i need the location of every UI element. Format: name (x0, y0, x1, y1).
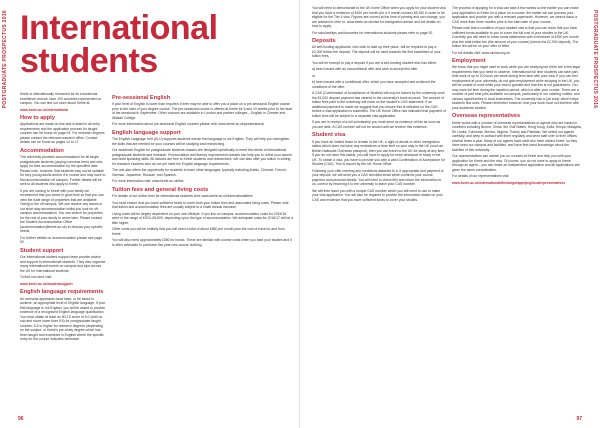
right-vertical-running-head: POSTGRADUATE PROSPECTUS 2016 (592, 10, 598, 109)
section-heading: Student support (20, 247, 64, 254)
intro-link[interactable]: www.keele.ac.uk/international (20, 107, 69, 112)
body-paragraph: Following your offer meeting any conditions attached to it, if appropriate and payment of your deposit, we will send you a CAS checklist email which confirms your course, payment and personal details. You will need to check this and return the information to us, correct by returning it to the university to leave your CAS number. (312, 168, 444, 187)
body-paragraph: or (312, 73, 316, 78)
text-section (452, 6, 582, 55)
body-paragraph: All self-funding applicants, who wish to take up their place, will be required to pay a £2,000 tuition fee deposit. The deposit will be used towards the first instalment of your tuition fees. (312, 45, 441, 59)
body-paragraph: The university provides accommodation for all single postgraduate students (paying overseas fees) and who apply for their accommodation by the specified date. Please note, however, that students may not be suitable for very young adults and/or if in course and may have to find accommodation off campus. Further details will be sent to all students who apply to Keele. (20, 155, 106, 187)
body-paragraph: For more information about pre-sessional English courses please visit: www.keele.ac.uk/presessional (112, 122, 264, 127)
page-number-left: 96 (18, 416, 24, 422)
body-paragraph: Our International student support team provide advice and support to international students. They also organise many international events on campus and trips across the UK for international students. (20, 255, 106, 273)
section-heading: Deposits (312, 38, 336, 44)
section-heading: English language support (112, 129, 181, 136)
body-paragraph: For more information visit: www.keele.ac.uk/lfac (112, 179, 184, 184)
text-section (20, 248, 106, 286)
body-paragraph: All overseas applicants must have, or be about to achieve, an appropriate level of English language. If your first language is not English, you will be asked to provide evidence of a recognised English language qualification. You must obtain at least an IELTS score of 6.0 (with no sub-test score lower than 5.5) for postgraduate taught courses; 6.5 or higher for research degrees (depending on the subject, or Keele's pre-study degree which has been taught and examined in English where the specific entry for the course indicates otherwise. (20, 296, 106, 342)
section-heading: Pre-sessional English (112, 95, 171, 101)
section-link[interactable]: www.keele.ac.uk/international/thinkingofapplying/localrepresentatives (452, 180, 566, 185)
text-section (452, 113, 582, 185)
section-heading: How to apply (20, 115, 55, 121)
body-paragraph: Applications are made on-line and is listed in all entry requirements and the application process for taught courses can be found on page 94. For research degrees please contact the relevant research office. Contact details can be found on pages 14 to 17. (20, 122, 105, 145)
body-paragraph: You will be exempt to pay a deposit if you are a self-funding student who has either: (312, 60, 438, 65)
body-paragraph: The English Language Unit (ELU) supports students whose first language is not English. They will help you strengthen the skills that are needed for your courses will be studying and researching. (112, 137, 290, 146)
left-column-1 (20, 92, 106, 344)
body-paragraph: A CAS (Confirmation of Acceptance of Studies) will only be issued by the university once the £2,000 deposit payment has cleared in the university's bank account. The amount of tuition fees paid to the university will show on the student's CAS statement. If an additional payment is made we suggest that you ensure this is reflected on the CAS before a visa application is submitted. The UK Home Office has indicated that payment of tuition fees will be subject to a separate visa application. (312, 91, 446, 118)
body-paragraph: The process of applying for a visa can take a few weeks so the earlier you can make your application to Keele for a place on a course, the earlier we can process your application and provide you with a relevant paperwork. However, we cannot issue a CAS more than three months prior to the start date of your course. (452, 6, 579, 24)
body-paragraph: Living costs will be largely dependent on your own lifestyle. If you live on campus, accommodation costs for 2015/16 were in the range of £003–£5,800, depending upon the type of accommodation. We anticipate costs for 2016/17 will be a little higher. (112, 211, 294, 225)
body-paragraph: If you are in receipt of a full scholarship you must send us evidence of this as soon as you are able. A CAS number will not be issued until we receive this evidence. (312, 120, 441, 129)
body-paragraph: To find out more visit: (20, 275, 53, 280)
body-paragraph: Keele works with a number of overseas representatives or agents who are based in countries including Brunei, China, the Gulf States, Hong Kong, India, Kenya, Malaysia, Sri Lanka, Colombia, Mexico, Nigeria, Turkey and Pakistan. We select our agents carefully, and keep in contact with them regularly and send staff over to their offices several times a year. Many of our agents have staff who have visited Keele, so they have seen our campus and facilities, and have first-hand knowledge about the facilities of this university. (452, 120, 582, 152)
section-heading: Employment (452, 58, 486, 64)
body-paragraph: For details of our representatives visit: (452, 174, 510, 179)
section-link[interactable]: www.keele.ac.uk/studentsupport (20, 281, 73, 286)
body-paragraph: The unit also offers the opportunity for students to learn other languages, typically including Arabic, Chinese, French, German, Japanese, Russian, and Spanish. (112, 168, 287, 177)
body-paragraph: For scholarships and bursaries for international students please refer to page 92. (312, 30, 434, 35)
left-vertical-running-head: POSTGRADUATE PROSPECTUS 2016 (2, 10, 8, 109)
body-paragraph: For details of our tuition fees for international students visit: www.keele.ac.uk/internationalfees (112, 194, 253, 199)
text-section (312, 38, 446, 129)
body-paragraph: We know that you might want to work while you are studying but there are a few legal requirements that you need to observe. International full time students can take part-time work of up to 20 hours per week during term time with your visa. If you can find employment at your university, do not gain employment while studying in the UK, you will be unable to work while your visa is granted and that this is not guaranteed. You may work full time during the vacation period, which is after your course. There are a number of part time jobs available on campus, particularly in our catering outlets, and various opportunities in local businesses. The university has a 'job shop' which helps students find work. Please remember however, that your work must not interfere with your academic studies. (452, 65, 580, 110)
body-paragraph: If your level of English is lower than required, Keele may be able to offer you a place on a pre-sessional English course prior to the start of your degree course. The pre-sessional course is offered at Keele for 6 and 10 weeks prior to the start of the sessional in September. Other courses are available in London and partner colleges – English in Chester and Walsall College. (112, 102, 293, 120)
section-heading: Accommodation (20, 147, 64, 154)
section-heading: English language requirements (20, 289, 104, 296)
body-paragraph: You will need to demonstrate to the UK home Office when you apply for your student visa that you have a minimum of £920 per month (for a 9 month course) £8,280 in order to be eligible for the Tier 4 visa. Figures are correct at the time of printing and can change, you are advised to refer to: www.keele.ac.uk/visa for immigration advice and full details on how to apply. (312, 6, 446, 28)
body-paragraph: Our academic English for postgraduate students classes are designed specifically to meet the needs of international postgraduate students and research. Pronunciation and fluency improvement classes can help you to refine your accent and build speaking skills. All classes are free to Keele students and researchers. We can also offer you tuition in writing for research students who do not yet meet the English language requirements. (112, 148, 292, 166)
text-section (20, 115, 106, 145)
section-heading: Tuition fees and general living costs (112, 186, 209, 193)
body-paragraph: For full details visit: www.ukcisa.org.uk (452, 50, 510, 55)
text-section (112, 95, 294, 127)
text-section (112, 130, 294, 184)
text-section (20, 289, 106, 341)
body-paragraph: Our representatives can advise you on courses at Keele and help you with your application for Keele and the visa. Of course, you do not have to apply to Keele through an agent – you can make an independent application and all applications are given the same consideration. (452, 154, 580, 172)
text-section (112, 187, 294, 247)
body-paragraph: You must ensure that you have sufficient funds to cover both your tuition fees and associated living costs. Please note that tuition and accommodation fees are usually subject to a small annual increase. (112, 200, 289, 210)
right-column-1 (312, 6, 446, 204)
body-paragraph: Other costs you will be unlikely that you will need a total of about £860 per month plus the cost of travel to and from Keele. (112, 227, 285, 236)
body-paragraph: Please note that a condition of your student visa is that you can show that you have sufficient funds available to you to cover the full cost of your studies in the UK. Currently you will need to show funds statements with a minimum of £920 per month plus the total tuition fee (the amount of your course) (minus the £2,000 deposit). The tuition fee will be on your offer of letter. (452, 26, 579, 48)
left-column-2 (112, 92, 294, 249)
right-page (300, 0, 600, 428)
body-paragraph: a) been issued with an unconditional offer and wish to accept this offer (312, 67, 418, 72)
page-number-right: 97 (576, 416, 582, 422)
text-section (20, 148, 106, 245)
body-paragraph: For further details on accommodation please see page 92. (20, 235, 102, 245)
right-column-2 (452, 6, 582, 188)
section-heading: Student visa (312, 132, 346, 139)
text-section (452, 58, 582, 110)
page-title: International students (20, 9, 218, 80)
body-paragraph: b) been issued with a conditional offer, which you have accepted and achieved the conditions of the offer. (312, 80, 436, 89)
body-paragraph: We will then issue you with a unique CAS number which you will need to use to make your visa application. You will also be required to provide the information stated on your CAS and evidence that you have sufficient funds to cover your studies. (312, 188, 443, 202)
body-paragraph: You will also need approximately £350 for books. These are familiar with course costs when you start your studies and it is often advisable to purchase this year new course clothing. (112, 238, 292, 247)
body-paragraph: If you have an limited leave to remain in the UK, a right of abode or other immigration status which does not have any restrictions or time limit on your stay in the UK (such as British Nationals Overseas passport), then you can travel to the UK for study at any time. If you do not have this status, you will have to apply for entry clearance to study in the UK. To obtain a visa, you have to provide you with a valid Confirmation of Acceptance for Studies (CAS). This is issued by the UK Home Office. (312, 139, 446, 167)
text-section (312, 6, 446, 35)
section-heading: Overseas representatives (452, 113, 521, 120)
text-section (312, 132, 446, 202)
intro-text: Keele is internationally renowned for its educational excellence and we have 100 countries represented on campus. You can find out more about Keele at: (20, 92, 102, 105)
body-paragraph: If you are coming to Keele with your family we recommend that you arrive in good time so that you can view the wide range of properties that are available. Owing to the off campus. We can resolve any issues in our short stay accommodation whilst you look for off campus accommodation. You can search for properties for the rest of your family to arrive later. Please contact the Student Accommodation Office (accommodation@keele.ac.uk) to discuss your specific needs. (20, 188, 104, 234)
